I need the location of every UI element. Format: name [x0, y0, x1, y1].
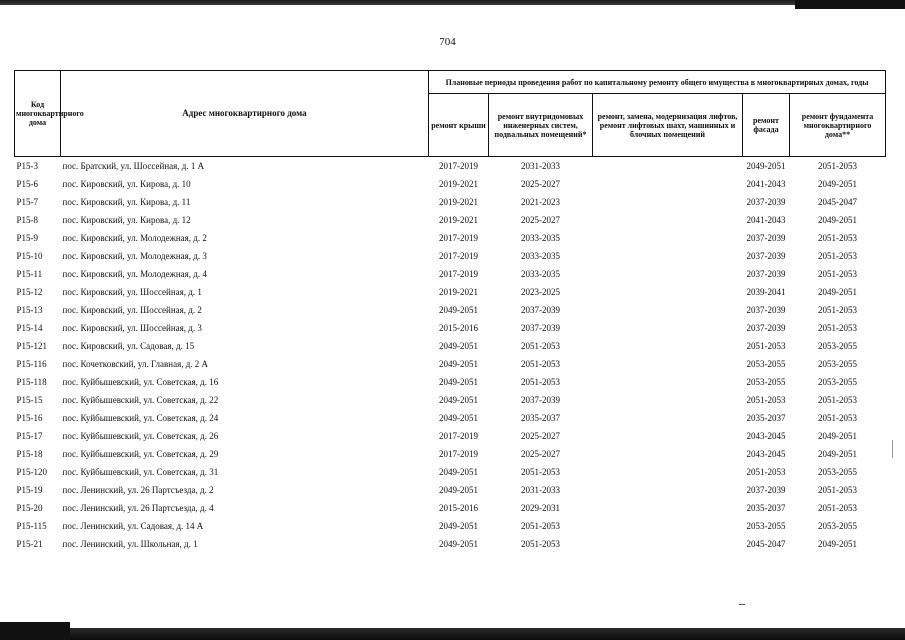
cell-code: Р15-10	[16, 251, 43, 261]
cell-systems: 2037-2039	[521, 395, 560, 405]
cell-facade: 2043-2045	[746, 449, 786, 459]
cell-foundation: 2051-2053	[818, 413, 858, 423]
cell-facade: 2035-2037	[746, 413, 786, 423]
cell-facade: 2039-2041	[746, 287, 786, 297]
cell-code: Р15-16	[16, 413, 43, 423]
cell-foundation: 2051-2053	[818, 395, 858, 405]
cell-roof: 2017-2019	[439, 161, 478, 171]
cell-roof: 2017-2019	[439, 449, 478, 459]
cell-systems: 2025-2027	[521, 215, 560, 225]
cell-roof: 2019-2021	[439, 215, 478, 225]
cell-lifts	[593, 265, 743, 283]
cell-systems: 2021-2023	[521, 197, 560, 207]
cell-facade: 2041-2043	[746, 215, 786, 225]
cell-facade: 2053-2055	[746, 359, 786, 369]
header-lifts: ремонт, замена, модернизация лифтов, ремонт лифтовых шахт, машинных и блочных помещений	[593, 94, 743, 157]
cell-address: пос. Кировский, ул. Молодежная, д. 3	[62, 251, 207, 261]
cell-roof: 2049-2051	[439, 305, 478, 315]
cell-roof: 2049-2051	[439, 395, 478, 405]
table-row	[15, 517, 886, 535]
cell-code: Р15-6	[16, 179, 39, 189]
table-row	[15, 409, 886, 427]
cell-roof: 2049-2051	[439, 413, 478, 423]
cell-roof: 2015-2016	[439, 323, 478, 333]
cell-address: пос. Куйбышевский, ул. Советская, д. 29	[62, 449, 219, 459]
cell-foundation: 2049-2051	[818, 215, 858, 225]
cell-foundation: 2049-2051	[818, 179, 858, 189]
cell-code: Р15-8	[16, 215, 39, 225]
cell-roof: 2019-2021	[439, 179, 478, 189]
cell-foundation: 2049-2051	[818, 539, 858, 549]
cell-foundation: 2053-2055	[818, 341, 858, 351]
table-row	[15, 337, 886, 355]
cell-lifts	[593, 445, 743, 463]
cell-address: пос. Кировский, ул. Молодежная, д. 2	[62, 233, 207, 243]
cell-facade: 2037-2039	[746, 323, 786, 333]
cell-systems: 2033-2035	[521, 233, 560, 243]
cell-lifts	[593, 337, 743, 355]
cell-lifts	[593, 427, 743, 445]
table-row	[15, 157, 886, 176]
cell-roof: 2049-2051	[439, 521, 478, 531]
header-roof: ремонт крыши	[429, 94, 489, 157]
scan-speck	[892, 440, 893, 458]
table-row	[15, 283, 886, 301]
cell-facade: 2037-2039	[746, 485, 786, 495]
cell-address: пос. Кочетковский, ул. Главная, д. 2 А	[62, 359, 209, 369]
cell-code: Р15-15	[16, 395, 43, 405]
cell-systems: 2051-2053	[521, 377, 560, 387]
cell-code: Р15-20	[16, 503, 43, 513]
cell-code: Р15-120	[16, 467, 48, 477]
cell-systems: 2025-2027	[521, 179, 560, 189]
header-code: Код многоквартирного дома	[15, 71, 61, 157]
cell-lifts	[593, 193, 743, 211]
cell-foundation: 2051-2053	[818, 269, 858, 279]
cell-facade: 2043-2045	[746, 431, 786, 441]
cell-address: пос. Ленинский, ул. Садовая, д. 14 А	[62, 521, 204, 531]
cell-facade: 2037-2039	[746, 251, 786, 261]
cell-systems: 2031-2033	[521, 485, 560, 495]
cell-facade: 2049-2051	[746, 161, 786, 171]
cell-systems: 2051-2053	[521, 521, 560, 531]
cell-code: Р15-115	[16, 521, 47, 531]
cell-roof: 2019-2021	[439, 287, 478, 297]
cell-foundation: 2049-2051	[818, 287, 858, 297]
cell-address: пос. Ленинский, ул. Школьная, д. 1	[62, 539, 198, 549]
cell-systems: 2031-2033	[521, 161, 560, 171]
cell-lifts	[593, 373, 743, 391]
header-systems: ремонт внутридомовых инженерных систем, подвальных помещений*	[489, 94, 593, 157]
cell-code: Р15-116	[16, 359, 47, 369]
header-address: Адрес многоквартирного дома	[61, 71, 429, 157]
cell-code: Р15-9	[16, 233, 39, 243]
cell-roof: 2049-2051	[439, 539, 478, 549]
cell-lifts	[593, 481, 743, 499]
cell-address: пос. Кировский, ул. Кирова, д. 11	[62, 197, 191, 207]
cell-foundation: 2053-2055	[818, 467, 858, 477]
cell-foundation: 2049-2051	[818, 431, 858, 441]
header-foundation: ремонт фундамента многоквартирного дома**	[790, 94, 886, 157]
table-row	[15, 355, 886, 373]
cell-address: пос. Куйбышевский, ул. Советская, д. 24	[62, 413, 219, 423]
table-row	[15, 463, 886, 481]
cell-foundation: 2051-2053	[818, 251, 858, 261]
cell-code: Р15-3	[16, 161, 39, 171]
cell-roof: 2049-2051	[439, 359, 478, 369]
table-row	[15, 247, 886, 265]
cell-systems: 2033-2035	[521, 251, 560, 261]
table-row	[15, 229, 886, 247]
cell-lifts	[593, 517, 743, 535]
cell-systems: 2025-2027	[521, 449, 560, 459]
cell-address: пос. Кировский, ул. Шоссейная, д. 1	[62, 287, 202, 297]
cell-roof: 2049-2051	[439, 377, 478, 387]
cell-roof: 2015-2016	[439, 503, 478, 513]
header-periods: Плановые периоды проведения работ по капитальному ремонту общего имущества в многоквартирных домах, годы	[429, 71, 886, 94]
cell-code: Р15-118	[16, 377, 47, 387]
table-row	[15, 211, 886, 229]
table-row	[15, 301, 886, 319]
table-row	[15, 391, 886, 409]
cell-systems: 2051-2053	[521, 467, 560, 477]
cell-foundation: 2045-2047	[818, 197, 858, 207]
cell-address: пос. Ленинский, ул. 26 Партсъезда, д. 2	[62, 485, 214, 495]
cell-facade: 2037-2039	[746, 269, 786, 279]
table-row	[15, 427, 886, 445]
cell-code: Р15-18	[16, 449, 43, 459]
cell-address: пос. Кировский, ул. Садовая, д. 15	[62, 341, 195, 351]
cell-roof: 2017-2019	[439, 233, 478, 243]
cell-lifts	[593, 247, 743, 265]
cell-foundation: 2051-2053	[818, 503, 858, 513]
cell-foundation: 2051-2053	[818, 161, 858, 171]
cell-systems: 2035-2037	[521, 413, 560, 423]
cell-address: пос. Кировский, ул. Молодежная, д. 4	[62, 269, 207, 279]
cell-systems: 2023-2025	[521, 287, 560, 297]
cell-address: пос. Кировский, ул. Кирова, д. 12	[62, 215, 191, 225]
cell-address: пос. Куйбышевский, ул. Советская, д. 16	[62, 377, 219, 387]
cell-lifts	[593, 319, 743, 337]
cell-code: Р15-17	[16, 431, 43, 441]
table-header	[15, 71, 886, 157]
cell-lifts	[593, 211, 743, 229]
header-facade: ремонт фасада	[743, 94, 790, 157]
cell-code: Р15-121	[16, 341, 48, 351]
cell-roof: 2017-2019	[439, 269, 478, 279]
cell-facade: 2037-2039	[746, 233, 786, 243]
cell-roof: 2019-2021	[439, 197, 478, 207]
table-body	[15, 157, 886, 554]
cell-lifts	[593, 463, 743, 481]
cell-roof: 2049-2051	[439, 341, 478, 351]
page-number: 704	[439, 36, 456, 48]
cell-address: пос. Куйбышевский, ул. Советская, д. 31	[62, 467, 219, 477]
cell-systems: 2025-2027	[521, 431, 560, 441]
cell-code: Р15-11	[16, 269, 43, 279]
table-row	[15, 481, 886, 499]
cell-lifts	[593, 229, 743, 247]
cell-code: Р15-21	[16, 539, 43, 549]
cell-systems: 2037-2039	[521, 323, 560, 333]
cell-lifts	[593, 283, 743, 301]
cell-address: пос. Кировский, ул. Кирова, д. 10	[62, 179, 191, 189]
cell-facade: 2051-2053	[746, 395, 786, 405]
cell-foundation: 2053-2055	[818, 377, 858, 387]
cell-facade: 2051-2053	[746, 467, 786, 477]
scan-edge-bottom-left	[0, 622, 70, 640]
cell-address: пос. Братский, ул. Шоссейная, д. 1 А	[62, 161, 205, 171]
cell-foundation: 2053-2055	[818, 359, 858, 369]
repair-schedule-table	[14, 70, 886, 553]
cell-lifts	[593, 157, 743, 176]
cell-facade: 2053-2055	[746, 521, 786, 531]
table-row	[15, 499, 886, 517]
cell-lifts	[593, 355, 743, 373]
cell-roof: 2049-2051	[439, 467, 478, 477]
cell-lifts	[593, 175, 743, 193]
cell-systems: 2029-2031	[521, 503, 560, 513]
cell-facade: 2041-2043	[746, 179, 786, 189]
cell-systems: 2051-2053	[521, 539, 560, 549]
cell-lifts	[593, 499, 743, 517]
cell-lifts	[593, 391, 743, 409]
cell-facade: 2051-2053	[746, 341, 786, 351]
cell-roof: 2017-2019	[439, 431, 478, 441]
cell-systems: 2051-2053	[521, 341, 560, 351]
cell-address: пос. Ленинский, ул. 26 Партсъезда, д. 4	[62, 503, 214, 513]
cell-roof: 2049-2051	[439, 485, 478, 495]
cell-lifts	[593, 535, 743, 553]
cell-code: Р15-12	[16, 287, 43, 297]
cell-facade: 2035-2037	[746, 503, 786, 513]
cell-systems: 2033-2035	[521, 269, 560, 279]
cell-code: Р15-19	[16, 485, 43, 495]
cell-facade: 2037-2039	[746, 305, 786, 315]
table-row	[15, 445, 886, 463]
cell-roof: 2017-2019	[439, 251, 478, 261]
cell-foundation: 2051-2053	[818, 305, 858, 315]
cell-lifts	[593, 301, 743, 319]
cell-foundation: 2051-2053	[818, 323, 858, 333]
cell-foundation: 2051-2053	[818, 233, 858, 243]
scan-edge-top	[0, 0, 905, 5]
cell-code: Р15-7	[16, 197, 39, 207]
scan-edge-top-right	[795, 0, 905, 9]
cell-foundation: 2053-2055	[818, 521, 858, 531]
table-row	[15, 319, 886, 337]
cell-address: пос. Кировский, ул. Шоссейная, д. 2	[62, 305, 202, 315]
cell-lifts	[593, 409, 743, 427]
table-row	[15, 373, 886, 391]
cell-foundation: 2051-2053	[818, 485, 858, 495]
cell-address: пос. Куйбышевский, ул. Советская, д. 26	[62, 431, 219, 441]
table-row	[15, 175, 886, 193]
cell-code: Р15-14	[16, 323, 43, 333]
cell-foundation: 2049-2051	[818, 449, 858, 459]
cell-code: Р15-13	[16, 305, 43, 315]
cell-systems: 2037-2039	[521, 305, 560, 315]
cell-address: пос. Кировский, ул. Шоссейная, д. 3	[62, 323, 202, 333]
cell-facade: 2045-2047	[746, 539, 786, 549]
table-row	[15, 265, 886, 283]
scan-edge-bottom	[0, 628, 905, 640]
cell-address: пос. Куйбышевский, ул. Советская, д. 22	[62, 395, 219, 405]
cell-facade: 2053-2055	[746, 377, 786, 387]
cell-systems: 2051-2053	[521, 359, 560, 369]
scan-speck	[739, 604, 745, 605]
table-row	[15, 193, 886, 211]
cell-facade: 2037-2039	[746, 197, 786, 207]
table-row	[15, 535, 886, 553]
